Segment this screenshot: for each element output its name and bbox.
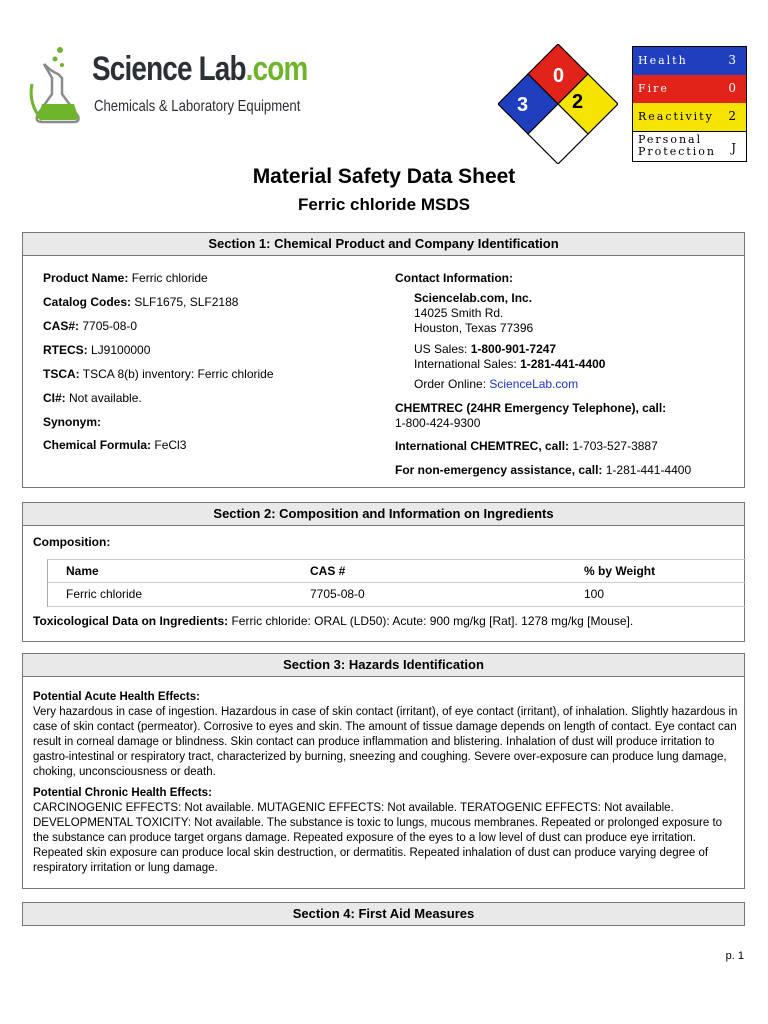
company-name: Sciencelab.com, Inc. <box>414 291 533 305</box>
section-2-heading: Section 2: Composition and Information on Ingredients <box>23 503 744 526</box>
hmis-protection-row: Personal Protection J <box>633 131 746 161</box>
nfpa-fire-value: 0 <box>553 65 565 87</box>
hmis-reactivity-row: Reactivity 2 <box>633 103 746 131</box>
cas-field: CAS#: 7705-08-0 <box>43 319 138 333</box>
non-emergency: For non-emergency assistance, call: 1-281-441-4400 <box>395 463 692 477</box>
us-sales: US Sales: 1-800-901-7247 <box>414 342 557 356</box>
acute-effects-label: Potential Acute Health Effects: <box>33 691 200 703</box>
col-header-weight: % by Weight <box>584 564 656 578</box>
contact-heading: Contact Information: <box>395 271 513 285</box>
brand-tagline: Chemicals & Laboratory Equipment <box>94 98 301 115</box>
brand-name: Science Lab.com <box>92 50 308 88</box>
section-3-heading: Section 3: Hazards Identification <box>23 654 744 677</box>
rtecs-field: RTECS: LJ9100000 <box>43 343 151 357</box>
composition-table <box>47 559 746 607</box>
section-3 <box>22 653 745 889</box>
ci-field: CI#: Not available. <box>43 391 142 405</box>
chronic-effects-label: Potential Chronic Health Effects: <box>33 787 212 799</box>
section-4 <box>22 902 745 926</box>
col-header-name: Name <box>66 564 99 578</box>
sciencelab-logo[interactable] <box>22 44 322 124</box>
chronic-effects-text: CARCINOGENIC EFFECTS: Not available. MUTAGENIC EFFECTS: Not available. TERATOGENIC EFFECTS: Not available. DEVELOPMENTAL TOXICITY: Not available. The substance is toxic to lungs, mucous membranes. Repeated or prolonged exposure to the substance can produce target organs damage. Repeated exposure of the eyes to a low level of dust can produce eye irritation. Repeated skin exposure can produce local skin destruction, or dermatitis. Repeated inhalation of dust can produce varying degree of respiratory irritation or lung damage. <box>33 802 723 874</box>
document-subtitle: Ferric chloride MSDS <box>298 195 470 214</box>
section-1 <box>22 232 745 488</box>
col-header-cas: CAS # <box>310 564 346 578</box>
international-sales: International Sales: 1-281-441-4400 <box>414 357 606 371</box>
product-name-field: Product Name: Ferric chloride <box>43 271 208 285</box>
hmis-health-row: Health 3 <box>633 47 746 75</box>
address-line-1: 14025 Smith Rd. <box>414 306 504 320</box>
section-1-heading: Section 1: Chemical Product and Company Identification <box>23 233 744 256</box>
cell-cas: 7705-08-0 <box>310 587 365 601</box>
cell-name: Ferric chloride <box>66 587 143 601</box>
hmis-fire-row: Fire 0 <box>633 75 746 103</box>
chemical-formula-field: Chemical Formula: FeCl3 <box>43 438 187 452</box>
catalog-codes-field: Catalog Codes: SLF1675, SLF2188 <box>43 295 239 309</box>
section-4-heading: Section 4: First Aid Measures <box>23 903 744 925</box>
acute-effects-text: Very hazardous in case of ingestion. Hazardous in case of skin contact (irritant), of eye contact (irritant), of inhalation. Slightly hazardous in case of skin contact (permeator). Corrosive to eyes and skin. The amount of tissue damage depends on length of contact. Eye contact can result in corneal damage or blindness. Skin contact can produce inflammation and blistering. Inhalation of dust will produce irritation to gastro-intestinal or respiratory tract, characterized by burning, sneezing and coughing. Severe over-exposure can produce lung damage, choking, unconsciousness or death. <box>33 706 738 778</box>
nfpa-health-value: 3 <box>517 94 529 116</box>
section-2 <box>22 502 745 642</box>
synonym-field: Synonym: <box>43 415 102 429</box>
flask-icon <box>22 44 88 124</box>
order-online-link[interactable]: ScienceLab.com <box>489 377 579 391</box>
cell-weight: 100 <box>584 587 605 601</box>
chemtrec-label: CHEMTREC (24HR Emergency Telephone), call: <box>395 401 667 415</box>
nfpa-reactivity-value: 2 <box>572 91 584 113</box>
chemtrec-phone: 1-800-424-9300 <box>395 416 481 430</box>
nfpa-diamond <box>498 44 618 164</box>
tsca-field: TSCA: TSCA 8(b) inventory: Ferric chloride <box>43 367 274 381</box>
page-number: p. 1 <box>725 950 744 962</box>
intl-chemtrec: International CHEMTREC, call: 1-703-527-3887 <box>395 439 658 453</box>
order-online: Order Online: ScienceLab.com <box>414 377 579 391</box>
hmis-label <box>632 46 747 162</box>
composition-label: Composition: <box>33 535 111 549</box>
toxicological-data: Toxicological Data on Ingredients: Ferric chloride: ORAL (LD50): Acute: 900 mg/kg [Rat]. 1278 mg/kg [Mouse]. <box>33 614 634 628</box>
document-title: Material Safety Data Sheet <box>252 165 516 188</box>
address-line-2: Houston, Texas 77396 <box>414 321 534 335</box>
